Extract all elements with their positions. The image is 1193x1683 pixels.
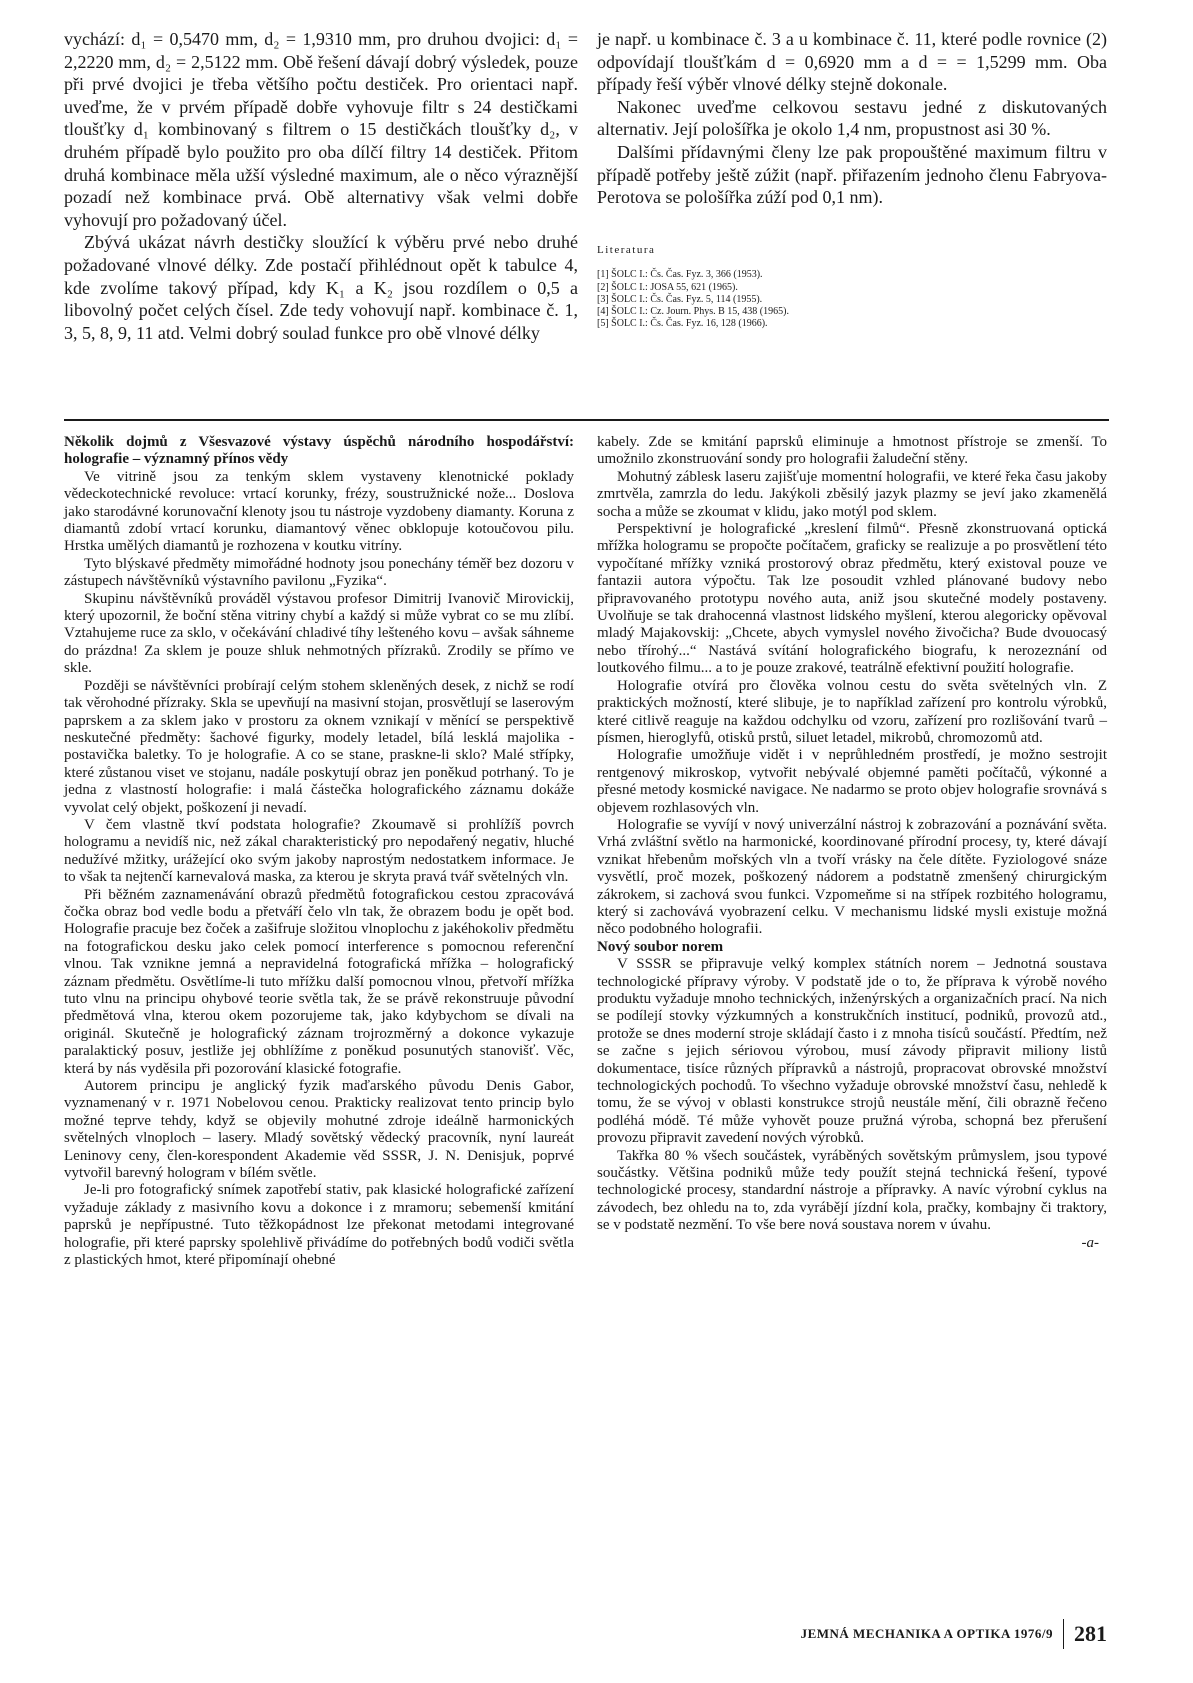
reference-item: [4] ŠOLC I.: Cz. Journ. Phys. B 15, 438 (1965). [597, 305, 789, 317]
page-number: 281 [1074, 1621, 1107, 1646]
paragraph: Holografie umožňuje vidět i v neprůhledném prostředí, je možno sestrojit rentgenový mikroskop, vytvořit nebývalé objemné paměti počítačů, výkonné a přesné metody kosmické navigace. Ne nadarmo se proto objev holografie srovnává s objevem rozhlasových vln. [597, 747, 1107, 816]
paragraph: Později se návštěvníci probírají celým stohem skleněných desek, z nichž se rodí tak věrohodné přízraky. Skla se upevňují na masivní stojan, prosvětlují se laserovým paprskem a za sklem jako v prostoru za oknem vznikají v měnící se perspektivě neskutečné předměty: šachové figurky, modely letadel, bílá lesklá majolika - postavička baletky. To je holografie. A co se stane, praskne-li sklo? Malé střípky, které zůstanou viset ve stojanu, nadále poskytují obraz jen poněkud potrhaný. To je jedna z vlastností holografie: i malá částečka holografického záznamu dokáže vyvolat celý objekt, poškození ji nevadí. [64, 677, 574, 816]
journal-name: JEMNÁ MECHANIKA A OPTIKA 1976/9 [800, 1626, 1053, 1641]
top-right-column [597, 28, 1107, 330]
reference-item: [2] ŠOLC I.: JOSA 55, 621 (1965). [597, 281, 738, 293]
page-footer [801, 1617, 1107, 1651]
reference-item: [1] ŠOLC I.: Čs. Čas. Fyz. 3, 366 (1953). [597, 269, 763, 281]
reference-item: [5] ŠOLC I.: Čs. Čas. Fyz. 16, 128 (1966). [597, 318, 768, 330]
paragraph: Skupinu návštěvníků prováděl výstavou profesor Dimitrij Ivanovič Mirovickij, který upozornil, že boční stěna vitriny chybí a každý si může vybrat co se mu zlíbí. Vztahujeme ruce za sklo, v očekávání chladivé tíhy lešteného kovu – avšak sáhneme do prázdna! Za sklem je pouze shluk nehmotných přízraků. Zrodily se přímo ve skle. [64, 590, 574, 677]
paragraph: Ve vitrině jsou za tenkým sklem vystaveny klenotnické poklady vědeckotechnické revoluce: vrtací korunky, frézy, soustružnické nože... Doslova jako starodávné korunovační klenoty jsou tu nástroje vyzdobeny diamanty. Koruna z diamantů zdobí vrtací korunku, diamantový věnec obklopuje kotoučovou pilu. Hrstka umělých diamantů je rozhozena v koutku vitríny. [64, 468, 574, 555]
paragraph: Perspektivní je holografické „kreslení filmů“. Přesně zkonstruovaná optická mřížka hologramu se propočte počítačem, graficky se realizuje a po prosvětlení této vypočítané mřížky vzniká prostorový obraz předmětu, který existoval pouze ve fantazii autora výpočtu. Tak lze posoudit vzhled plánované budovy nebo připravovaného prototypu nového auta, aniž jsou skutečné modely postaveny. Uvolňuje se tak drahocenná vlastnost lidského myšlení, kterou alegoricky opěvoval mladý Majakovskij: „Chcete, abych vymyslel nového živočicha? Bude dvouocasý nebo třírohý...“ Nastává svítání holografického biografu, k nerozeznání od loutkového filmu... a to je pouze zrakové, teatrálně efektivní použití holografie. [597, 521, 1107, 677]
paragraph: Zbývá ukázat návrh destičky sloužící k výběru prvé nebo druhé požadované vlnové délky. Zde postačí přihlédnout opět k tabulce 4, kde zvolíme takový případ, kdy K₁ a K₂ jsou rozdílem o 0,5 a libovolný počet celých čísel. Zde tedy vohovují např. kombinace č. 1, 3, 5, 8, 9, 11 atd. Velmi dobrý soulad funkce pro obě vlnové délky [64, 232, 578, 343]
paragraph: Dalšími přídavnými členy lze pak propouštěné maximum filtru v případě potřeby ještě zúžit (např. přiřazením jednoho členu Fabryova-Perotova se pološířka zúží pod 0,1 nm). [597, 141, 1107, 208]
bottom-left-column [64, 434, 574, 1270]
paragraph: Takřka 80 % všech součástek, vyráběných sovětským průmyslem, jsou typové součástky. Většina podniků může tedy použít stejná technická řešení, typové technologické procesy, standardní nástroje a přípravky. A navíc výrobní cyklus na závodech, bez ohledu na to, zda vyrábějí jízdní kola, pračky, kombajny či traktory, se v podstatě nezmění. To vše bere nová soustava norem v úvahu. [597, 1147, 1107, 1234]
paragraph: Nakonec uveďme celkovou sestavu jedné z diskutovaných alternativ. Její pološířka je okolo 1,4 nm, propustnost asi 30 %. [597, 96, 1107, 140]
paragraph: V SSSR se připravuje velký komplex státních norem – Jednotná soustava technologické přípravy výroby. V podstatě jde o to, že příprava k výrobě nového produktu vyžaduje mnoho technických, inženýrských a organizačních prací. Na nich se podílejí stovky výzkumných a konstrukčních institucí, podniků, provozů atd., protože se dnes moderní stroje skládají často i z mnoha tisíců součástí. Předtím, než se začne s jejich sériovou výrobou, musí závody připravit miliony listů dokumentace, tisíce různých přípravků a nástrojů, propracovat obrovské množství technologických pochodů. To všechno vyžaduje obrovské množství času, nehledě k tomu, že se vývoj v oblasti konstrukce strojů neustále mění, čili obrazně řečeno podléhá módě. Té může vyhovět pouze pružná výroba, schopná bez přerušení provozu připravit zavedení nových výrobků. [597, 956, 1107, 1147]
paragraph: Holografie se vyvíjí v nový univerzální nástroj k zobrazování a poznávání světa. Vrhá zvláštní světlo na harmonické, koordinované přírodní procesy, ty, které dávají vznikat hřebenům mořských vln a tvoří vrásky na čele dítěte. Fyziologové snáze vysvětlí, proč mozek, poškozený nádorem a podstatně zmenšený chirurgickým zákrokem, si zachová svou funkci. Vzpomeňme si na střípek rozbitého hologramu, který si zachovává vyobrazení celku. V mechanismu lidské mysli existuje možná něco podobného holografii. [597, 816, 1107, 938]
paragraph: je např. u kombinace č. 3 a u kombinace č. 11, které podle rovnice (2) odpovídají tloušťkám d = 0,6920 mm a d = = 1,5299 mm. Oba případy řeší výběr vlnové délky stejně dokonale. [597, 29, 1107, 95]
reference-list [597, 269, 1107, 330]
paragraph: vychází: d₁ = 0,5470 mm, d₂ = 1,9310 mm, pro druhou dvojici: d₁ = 2,2220 mm, d₂ = 2,5122 mm. Obě řešení dávají dobrý výsledek, pouze při prvé dvojici je třeba většího počtu destiček. Pro orientaci např. uveďme, že v prvém případě dobře vyhovuje filtr s 24 destičkami tloušťky d₁ kombinovaný s filtrem o 15 destičkách tloušťky d₂, v druhém případě bylo použito pro oba dílčí filtry 14 destiček. Přitom druhá kombinace měla užší výsledné maximum, ale o něco výraznější pozadí než kombinace prvá. Obě alternativy však velmi dobře vyhovují pro požadovaný účel. [64, 29, 578, 230]
article-title: Několik dojmů z Všesvazové výstavy úspěchů národního hospodářství: holografie – významný přínos vědy [64, 434, 574, 468]
paragraph: Autorem principu je anglický fyzik maďarského původu Denis Gabor, vyznamenaný v r. 1971 Nobelovou cenou. Prakticky realizovat tento princip bylo možné teprve tehdy, když se objevily mohutné zdroje ideálně harmonických světelných vlnoploch – lasery. Mladý sovětský vědecký pracovník, nyní laureát Leninovy ceny, člen-korespondent Akademie věd SSSR, J. N. Denisjuk, poprvé vytvořil barevný hologram v bílém světle. [64, 1078, 574, 1182]
paragraph: Při běžném zaznamenávání obrazů předmětů fotografickou cestou zpracovává čočka obraz bod vedle bodu a přetváří čelo vln tak, že obrazem bodu je opět bod. Holografie pracuje bez čoček a zašifruje složitou vlnoplochu z jakéhokoliv předmětu na fotografickou desku jako celek pomocí interference s pomocnou referenční vlnou. Tak vznikne jemná a nepravidelná fotografická mřížka – holografický záznam předmětu. Osvětlíme-li tuto mřížku další pomocnou vlnou, přetvoří mřížka tuto vlnu na principu ohybové teorie světla tak, že se právě rekonstruuje původní předmětová vlna, kterou okem pozorujeme tak, jako kdybychom se dívali na originál. Skutečně je holografický záznam trojrozměrný a dokonce vykazuje paralaktický posuv, jestliže jej obhlížíme z poněkud posunutých stanovišť. Věc, která by nás vyděsila při pozorování klasické fotografie. [64, 886, 574, 1077]
paragraph: Je-li pro fotografický snímek zapotřebí stativ, pak klasické holografické zařízení vyžaduje základy z masivního kovu a dokonce i z mramoru; sebemenší kmitání paprsků je nepřípustné. Tuto těžkopádnost lze překonat metodami integrované holografie, při které paprsky spolehlivě přivádíme do potřebných bodů vodiči světla z plastických hmot, které připomínají ohebné [64, 1182, 574, 1269]
literature-heading: Literatura [597, 243, 656, 256]
bottom-right-column [597, 434, 1107, 1252]
paragraph: kabely. Zde se kmitání paprsků eliminuje a hmotnost přístroje se zmenší. To umožnilo zkonstruování sondy pro holografii žaludeční stěny. [597, 434, 1107, 468]
paragraph: Mohutný záblesk laseru zajišťuje momentní holografii, ve které řeka času jakoby zmrtvěla, zamrzla do ledu. Jakýkoli zběsilý jazyk plazmy se jeví jako zkamenělá socha a může se zkoumat v klidu, jako motýl pod sklem. [597, 468, 1107, 520]
paragraph: Tyto blýskavé předměty mimořádné hodnoty jsou ponechány téměř bez dozoru v zástupech návštěvníků výstavního pavilonu „Fyzika“. [64, 555, 574, 590]
footer-separator [1063, 1619, 1064, 1649]
top-left-column [64, 28, 578, 344]
article-title: Nový soubor norem [597, 938, 724, 955]
paragraph: Holografie otvírá pro člověka volnou cestu do světa světelných vln. Z praktických možností, které slibuje, je to například zařízení pro kontrolu výrobků, které citlivě reaguje na každou odchylku od vzoru, zařízení pro rozlišování tvarů – písmen, hieroglyfů, otisků prstů, siluet letadel, mikrobů, chromozomů atd. [597, 677, 1107, 746]
reference-item: [3] ŠOLC I.: Čs. Čas. Fyz. 5, 114 (1955). [597, 293, 763, 305]
author-signature: -a- [1081, 1234, 1099, 1251]
paragraph: V čem vlastně tkví podstata holografie? Zkoumavě si prohlížíš povrch hologramu a nevidíš nic, než zákal charakteristický pro nepodařený negativ, hluché nedužívé mžitky, urážející oko svým jakoby naprostým nedostatkem informace. Je to však ta nejtenčí karnevalová maska, za kterou je skryta pravá tvář světelných vln. [64, 816, 574, 886]
section-divider [64, 419, 1109, 421]
